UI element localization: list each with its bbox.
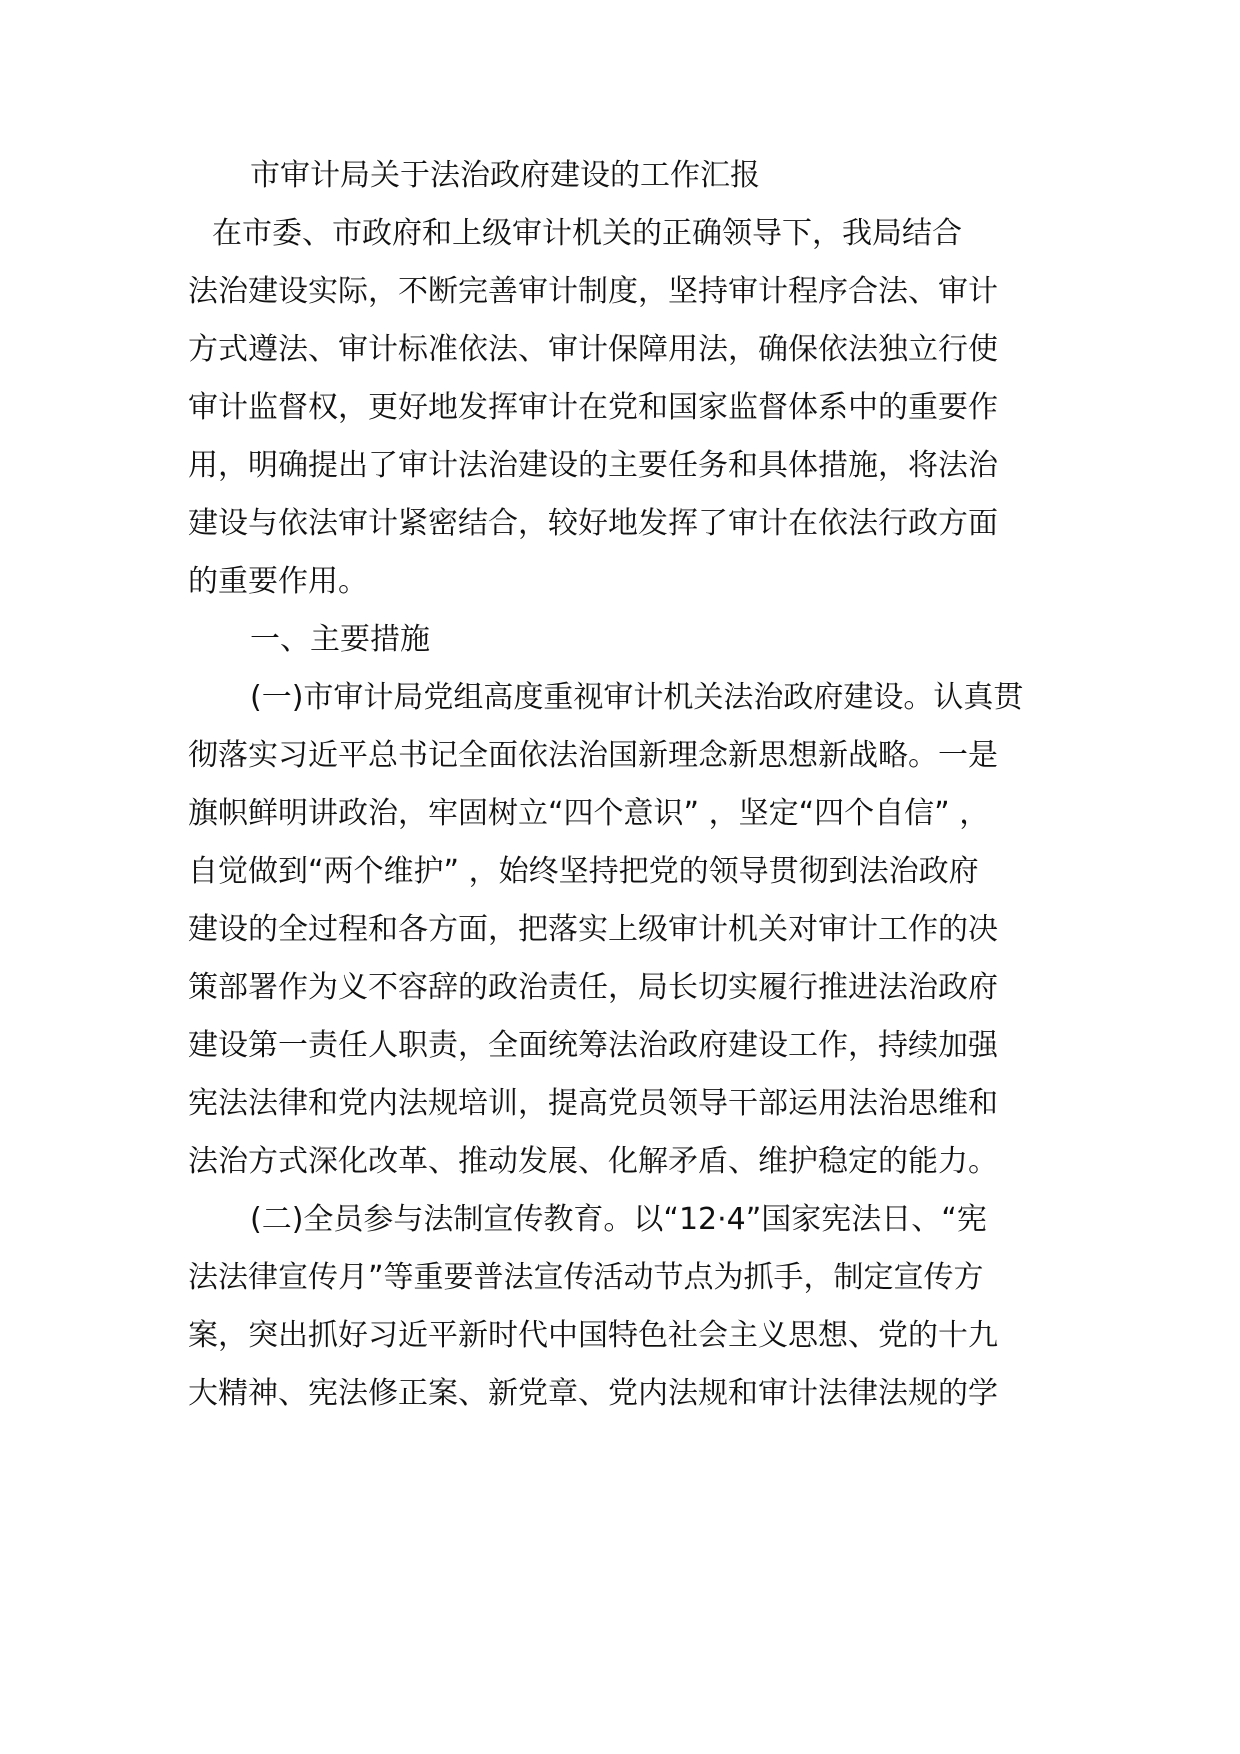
paragraph-line: 法治方式深化改革、推动发展、化解矛盾、维护稳定的能力。 — [188, 1144, 998, 1179]
paragraph-line: 用，明确提出了审计法治建设的主要任务和具体措施，将法治 — [188, 448, 998, 483]
paragraph-line: 彻落实习近平总书记全面依法治国新理念新思想新战略。一是 — [188, 738, 998, 773]
paragraph-line: 策部署作为义不容辞的政治责任，局长切实履行推进法治政府 — [188, 970, 998, 1005]
section-heading: 一、主要措施 — [250, 622, 430, 657]
paragraph-line: 自觉做到“两个维护” ，始终坚持把党的领导贯彻到法治政府 — [188, 854, 979, 889]
paragraph-line: 案，突出抓好习近平新时代中国特色社会主义思想、党的十九 — [188, 1318, 998, 1353]
document-title: 市审计局关于法治政府建设的工作汇报 — [250, 158, 760, 193]
paragraph-line: 法治建设实际，不断完善审计制度，坚持审计程序合法、审计 — [188, 274, 998, 309]
paragraph-line: 方式遵法、审计标准依法、审计保障用法，确保依法独立行使 — [188, 332, 998, 367]
paragraph-line: 宪法法律和党内法规培训，提高党员领导干部运用法治思维和 — [188, 1086, 998, 1121]
paragraph-line: (一)市审计局党组高度重视审计机关法治政府建设。认真贯 — [250, 680, 1024, 715]
paragraph-line: 旗帜鲜明讲政治，牢固树立“四个意识” ，坚定“四个自信” ， — [188, 796, 990, 831]
paragraph-line: 审计监督权，更好地发挥审计在党和国家监督体系中的重要作 — [188, 390, 998, 425]
paragraph-line: 的重要作用。 — [188, 564, 368, 599]
paragraph-line: 建设第一责任人职责，全面统筹法治政府建设工作，持续加强 — [188, 1028, 998, 1063]
paragraph-line: 在市委、市政府和上级审计机关的正确领导下，我局结合 — [212, 216, 962, 251]
paragraph-line: 建设与依法审计紧密结合，较好地发挥了审计在依法行政方面 — [188, 506, 998, 541]
paragraph-line: 法法律宣传月”等重要普法宣传活动节点为抓手，制定宣传方 — [188, 1260, 984, 1295]
paragraph-line: (二)全员参与法制宣传教育。以“12·4”国家宪法日、“宪 — [250, 1202, 987, 1237]
paragraph-line: 大精神、宪法修正案、新党章、党内法规和审计法律法规的学 — [188, 1376, 998, 1411]
paragraph-line: 建设的全过程和各方面，把落实上级审计机关对审计工作的决 — [188, 912, 998, 947]
